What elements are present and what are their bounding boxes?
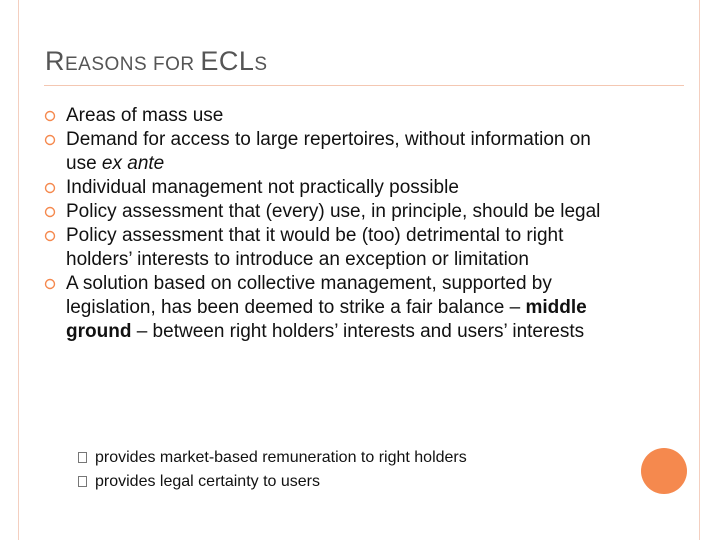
bullet-item: [44, 272, 624, 344]
bullet-item: [44, 176, 624, 200]
slide-title: REASONS FOR ECLS: [45, 46, 268, 76]
sub-bullet-box-icon: [78, 476, 87, 487]
title-underline: [44, 85, 684, 86]
bullet-item: [44, 128, 624, 176]
bullet-item: [44, 200, 624, 224]
bullet-text-italic: ex ante: [101, 153, 165, 174]
decorative-circle: [641, 448, 687, 494]
sub-bullet-item: [78, 446, 618, 470]
sub-bullet-text: provides market-based remuneration to right holders: [95, 449, 467, 466]
bullet-item: [44, 104, 624, 128]
bullet-ring-icon: [44, 110, 56, 122]
bullet-ring-icon: [44, 182, 56, 194]
bullet-text: Policy assessment that (every) use, in principle, should be legal: [66, 201, 601, 222]
bullet-ring-icon: [44, 230, 56, 242]
sub-bullet-text: provides legal certainty to users: [95, 473, 320, 490]
bullet-text: A solution based on collective management, supported by legislation, has been deemed to strike a fair balance –: [66, 273, 552, 318]
bullet-text: – between right holders’ interests and users’ interests: [131, 321, 585, 342]
sub-bullet-item: [78, 470, 618, 494]
sub-bullet-box-icon: [78, 452, 87, 463]
bullet-text: Individual management not practically possible: [66, 177, 459, 198]
bullet-ring-icon: [44, 134, 56, 146]
bullet-text: Policy assessment that it would be (too) detrimental to right holders’ interests to introduce an exception or limitation: [66, 225, 564, 270]
bullet-text: Demand for access to large repertoires, without information on use: [66, 129, 591, 174]
bullet-text-bold: middle ground: [66, 297, 587, 342]
bullet-ring-icon: [44, 278, 56, 290]
bullet-list: [44, 104, 624, 344]
bullet-item: [44, 224, 624, 272]
bullet-ring-icon: [44, 206, 56, 218]
bullet-text: Areas of mass use: [66, 105, 224, 126]
sub-bullet-list: [78, 446, 618, 494]
